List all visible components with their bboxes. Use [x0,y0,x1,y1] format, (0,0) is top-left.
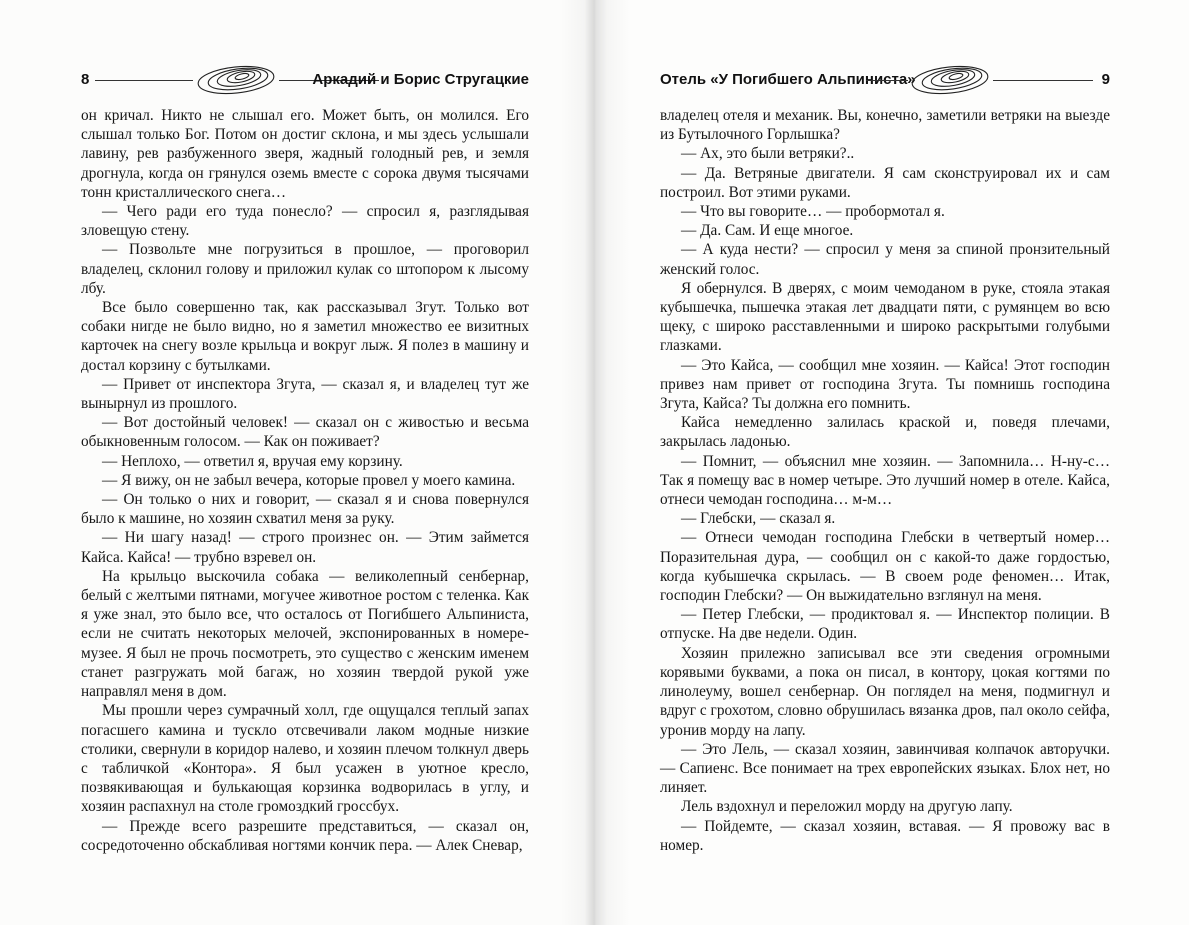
paragraph: — Позвольте мне погрузиться в прошлое, — проговорил владелец, склонил голову и приложил кулак со штопором к лысому лбу. [81,241,529,297]
swirl-ornament-icon [195,60,277,100]
paragraph: — Да. Ветряные двигатели. Я сам сконструировал их и сам построил. Вот этими руками. [660,164,1110,201]
paragraph: Все было совершенно так, как рассказывал Згут. Только вот собаки нигде не было видно, но я заметил множество ее визитных карточек на снегу возле крыльца и вокруг лыж. Я полез в машину и достал корзину с бутылками. [81,299,529,374]
paragraph: — Пойдемте, — сказал хозяин, вставая. — Я провожу вас в номер. [660,817,1110,854]
header-rule [866,80,908,81]
paragraph: — А куда нести? — спросил у меня за спиной пронзительный женский голос. [660,241,1110,278]
paragraph: — Чего ради его туда понесло? — спросил я, разглядывая зловещую стену. [81,203,529,240]
paragraph: — Прежде всего разрешите представиться, — сказал он, сосредоточенно обскабливая ногтями кончик пера. — Алек Сневар, [81,817,529,854]
paragraph: — Вот достойный человек! — сказал он с живостью и весьма обыкновенным голосом. — Как он поживает? [81,414,529,451]
paragraph: — Глебски, — сказал я. [681,510,836,528]
paragraph: — Да. Сам. И еще многое. [681,222,854,240]
paragraph: — Ни шагу назад! — строго произнес он. — Этим займется Кайса. Кайса! — трубно взревел он. [81,529,529,566]
left-running-header [81,60,529,100]
left-page-number: 8 [81,71,90,88]
left-body-text [81,106,529,855]
paragraph: Кайса немедленно залилась краской и, поведя плечами, закрылась ладонью. [660,414,1110,451]
paragraph: На крыльцо выскочила собака — великолепный сенбернар, белый с желтыми пятнами, могучее животное ростом с теленка. Как я уже знал, это было все, что осталось от Погибшего Альпиниста, если не считать некоторых мелочей, экспонированных в номере-музее. Я был не прочь посмотреть, это существо с женским именем станет разгружать мой багаж, но хозяин твердой рукой уже направлял меня в дом. [81,567,529,701]
left-running-title: Аркадий и Борис Стругацкие [312,71,529,88]
paragraph: — Петер Глебски, — продиктовал я. — Инспектор полиции. В отпуске. На две недели. Один. [660,606,1110,643]
paragraph: он кричал. Никто не слышал его. Может быть, он молился. Его слышал только Бог. Потом он достиг склона, и мы здесь услышали лавину, рев разбуженного зверя, жадный голодный рев, и земля дрогнула, когда он грянулся оземь вместе с сорока двумя тысячами тонн кристаллического снега… [81,107,529,201]
paragraph: Мы прошли через сумрачный холл, где ощущался теплый запах погасшего камина и тускло отсвечивали лаком модные низкие столики, свернули в коридор налево, и хозяин плечом толкнул дверь с табличкой «Контора». Я был усажен в уютное кресло, позвякивающая и булькающая корзинка водворилась в углу, и хозяин распахнул на столе громоздкий гроссбух. [81,702,529,816]
paragraph: — Помнит, — объяснил мне хозяин. — Запомнила… Н-ну-с… Так я помещу вас в номер четыре. Это лучший номер в отеле. Кайса, отнеси чемодан господина… м-м… [660,452,1110,509]
paragraph: Лель вздохнул и переложил морду на другую лапу. [681,798,1013,816]
header-rule [95,80,193,81]
paragraph: — Он только о них и говорит, — сказал я и снова повернулся было к машине, но хозяин схватил меня за руку. [81,491,529,528]
paragraph: — Это Кайса, — сообщил мне хозяин. — Кайса! Этот господин привез нам привет от господина Згута. Ты помнишь господина Згута, Кайса? Ты должна его помнить. [660,356,1110,413]
paragraph: — Я вижу, он не забыл вечера, которые провел у моего камина. [102,471,516,489]
right-page [594,0,1189,925]
header-rule [993,80,1093,81]
paragraph: Хозяин прилежно записывал все эти сведения огромными корявыми буквами, а пока он писал, в контору, цокая когтями по линолеуму, вошел сенбернар. Он поглядел на меня, подмигнул и вдруг с грохотом, словно обрушилась вязанка дров, пал около сейфа, уронив морду на лапу. [660,644,1110,739]
paragraph: — Отнеси чемодан господина Глебски в четвертый номер… Поразительная дура, — сообщил он с какой-то даже гордостью, когда кубышечка скрылась. — В своем роде феномен… Итак, господин Глебски? — Он выжидательно взглянул на меня. [660,529,1110,605]
paragraph: — Ах, это были ветряки?.. [681,145,855,163]
paragraph: — Привет от инспектора Згута, — сказал я, и владелец тут же вынырнул из прошлого. [81,375,529,413]
right-page-number: 9 [1101,71,1110,88]
paragraph: владелец отеля и механик. Вы, конечно, заметили ветряки на выезде из Бутылочного Горлышка? [660,107,1110,144]
paragraph: Я обернулся. В дверях, с моим чемоданом в руке, стояла этакая кубышечка, пышечка этакая лет двадцати пяти, с румянцем во всю щеку, с широко расставленными и широко раскрытыми голубыми глазками. [660,279,1110,355]
right-running-header [660,60,1110,100]
swirl-ornament-icon [909,60,991,100]
paragraph: — Что вы говорите… — пробормотал я. [681,203,945,221]
paragraph: — Неплохо, — ответил я, вручая ему корзину. [102,452,403,470]
right-body-text [660,106,1110,855]
paragraph: — Это Лель, — сказал хозяин, завинчивая колпачок авторучки. — Сапиенс. Все понимает на трех европейских языках. Блох нет, но линяет. [660,740,1110,797]
right-running-title: Отель «У Погибшего Альпиниста» [660,71,916,88]
left-page [0,0,594,925]
